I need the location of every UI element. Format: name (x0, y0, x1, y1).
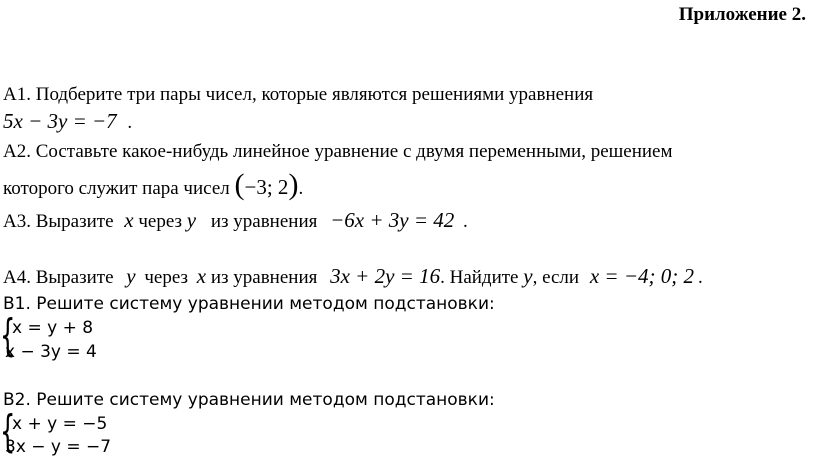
system-b2-eq1: x + y = −5 (12, 414, 108, 434)
task-a4-find: . Найдите (440, 267, 519, 288)
number-pair: −3; 2 (244, 175, 289, 199)
task-b1-text: В1. Решите систему уравнении методом подстановки: (3, 294, 495, 314)
var-y-find: y (523, 264, 533, 288)
task-a4-through: через (144, 267, 189, 288)
var-y: y (186, 208, 197, 232)
equation-a3: −6x + 3y = 42 (330, 208, 455, 232)
task-b2-text: В2. Решите систему уравнении методом подстановки: (3, 390, 495, 410)
task-a4 (3, 264, 703, 289)
task-a3-through: через (138, 211, 183, 232)
system-b1-eq1: x = y + 8 (12, 318, 94, 338)
period: . (298, 178, 304, 199)
task-a1-equation (3, 109, 132, 134)
task-a2-text2: которого служит пара чисел (3, 178, 230, 199)
var-x: x (124, 208, 134, 232)
period: . (697, 267, 703, 288)
system-b1-eq2: x − 3y = 4 (5, 342, 97, 362)
condition-x-values: x = −4; 0; 2 (589, 264, 694, 288)
var-y: y (126, 264, 136, 288)
task-a3 (3, 208, 468, 233)
task-a2-text-line1: А2. Составьте какое-нибудь линейное уравнение с двумя переменными, решением (3, 141, 673, 162)
task-a3-from-equation: из уравнения (210, 211, 318, 232)
task-a3-express: А3. Выразите (3, 211, 114, 232)
period: . (463, 211, 468, 232)
task-a1-text: А1. Подберите три пары чисел, которые являются решениями уравнения (3, 84, 594, 105)
appendix-title: Приложение 2. (678, 4, 806, 25)
period: . (127, 112, 133, 133)
system-brace-b1: { (0, 310, 16, 361)
open-paren: ( (234, 168, 245, 201)
equation-a4: 3x + 2y = 16 (330, 264, 441, 288)
task-a4-from-equation: из уравнения (210, 267, 318, 288)
task-a4-express: А4. Выразите (3, 267, 114, 288)
task-a4-if: , если (532, 267, 580, 288)
system-brace-b2: { (0, 406, 16, 457)
equation-a1: 5x − 3y = −7 (3, 109, 117, 133)
system-b2-eq2: 3x − y = −7 (5, 437, 112, 457)
task-a2-text-line2 (3, 168, 303, 202)
close-paren: ) (288, 168, 299, 201)
var-x: x (196, 264, 207, 288)
